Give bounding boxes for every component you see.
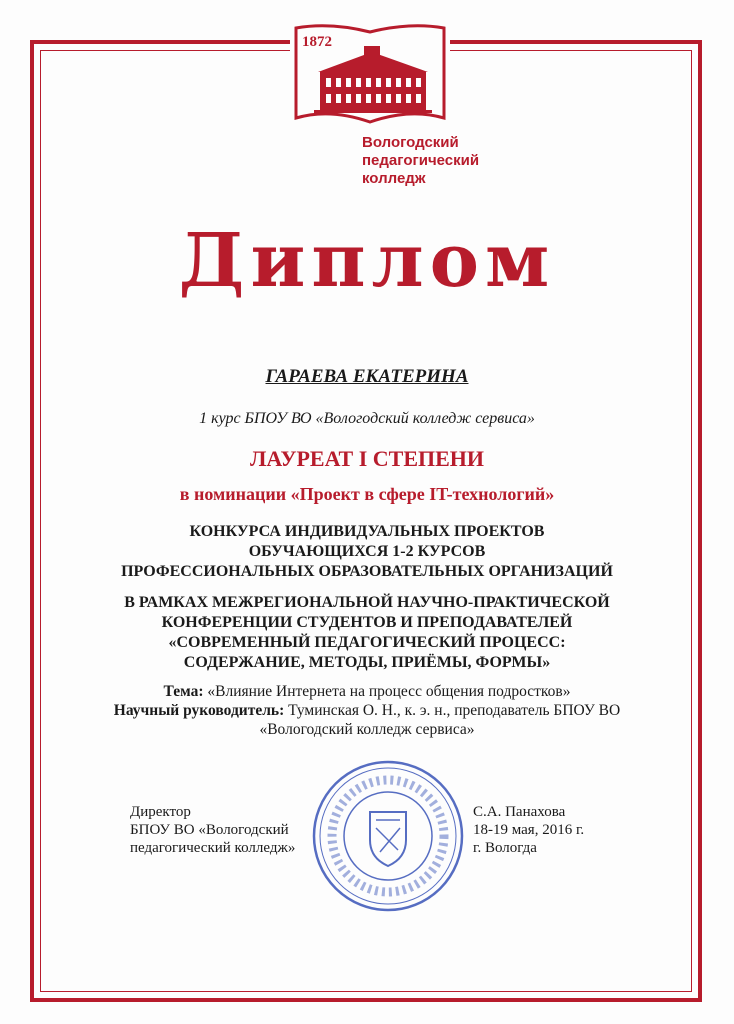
advisor-line bbox=[60, 701, 674, 720]
recipient-name: ГАРАЕВА ЕКАТЕРИНА bbox=[265, 366, 469, 387]
college-logo bbox=[290, 22, 480, 200]
conference-line: КОНФЕРЕНЦИИ СТУДЕНТОВ И ПРЕПОДАВАТЕЛЕЙ bbox=[161, 614, 573, 631]
contest-line: КОНКУРСА ИНДИВИДУАЛЬНЫХ ПРОЕКТОВ bbox=[189, 523, 545, 540]
event-city: г. Вологда bbox=[473, 840, 537, 856]
contest-block bbox=[60, 522, 674, 582]
laureate-degree: ЛАУРЕАТ I СТЕПЕНИ bbox=[249, 446, 485, 471]
conference-line: «СОВРЕМЕННЫЙ ПЕДАГОГИЧЕСКИЙ ПРОЦЕСС: bbox=[168, 634, 566, 651]
advisor-line-2: «Вологодский колледж сервиса» bbox=[259, 721, 475, 738]
event-date: 18-19 мая, 2016 г. bbox=[473, 822, 585, 838]
logo-line: педагогический bbox=[362, 152, 480, 169]
theme-line bbox=[60, 682, 674, 701]
signature-right bbox=[473, 803, 584, 857]
nomination: в номинации «Проект в сфере IT-технологий» bbox=[179, 484, 555, 504]
theme-value: «Влияние Интернета на процесс общения подростков» bbox=[207, 683, 571, 700]
signature-left-line: Директор bbox=[130, 804, 191, 820]
contest-line: ОБУЧАЮЩИХСЯ 1-2 КУРСОВ bbox=[248, 543, 486, 560]
logo-line: Вологодский bbox=[362, 134, 459, 151]
contest-line: ПРОФЕССИОНАЛЬНЫХ ОБРАЗОВАТЕЛЬНЫХ ОРГАНИЗАЦИЙ bbox=[121, 563, 613, 580]
signature-left-line: БПОУ ВО «Вологодский bbox=[130, 822, 289, 838]
conference-line: СОДЕРЖАНИЕ, МЕТОДЫ, ПРИЁМЫ, ФОРМЫ» bbox=[183, 654, 551, 671]
logo-year: 1872 bbox=[302, 34, 332, 50]
signature-left bbox=[130, 803, 295, 857]
signature-left-line: педагогический колледж» bbox=[130, 840, 296, 856]
logo-line: колледж bbox=[362, 170, 426, 187]
theme-label: Тема: bbox=[163, 683, 204, 700]
diploma-title: Диплом bbox=[178, 218, 556, 304]
conference-line: В РАМКАХ МЕЖРЕГИОНАЛЬНОЙ НАУЧНО-ПРАКТИЧЕСКОЙ bbox=[124, 594, 610, 611]
recipient-course: 1 курс БПОУ ВО «Вологодский колледж сервиса» bbox=[199, 410, 535, 427]
advisor-label: Научный руководитель: bbox=[113, 702, 285, 719]
director-name: С.А. Панахова bbox=[473, 804, 566, 820]
conference-block bbox=[60, 593, 674, 673]
advisor-value: Туминская О. Н., к. э. н., преподаватель БПОУ ВО bbox=[288, 702, 621, 719]
logo-text bbox=[362, 134, 522, 188]
official-seal-icon bbox=[310, 758, 466, 914]
